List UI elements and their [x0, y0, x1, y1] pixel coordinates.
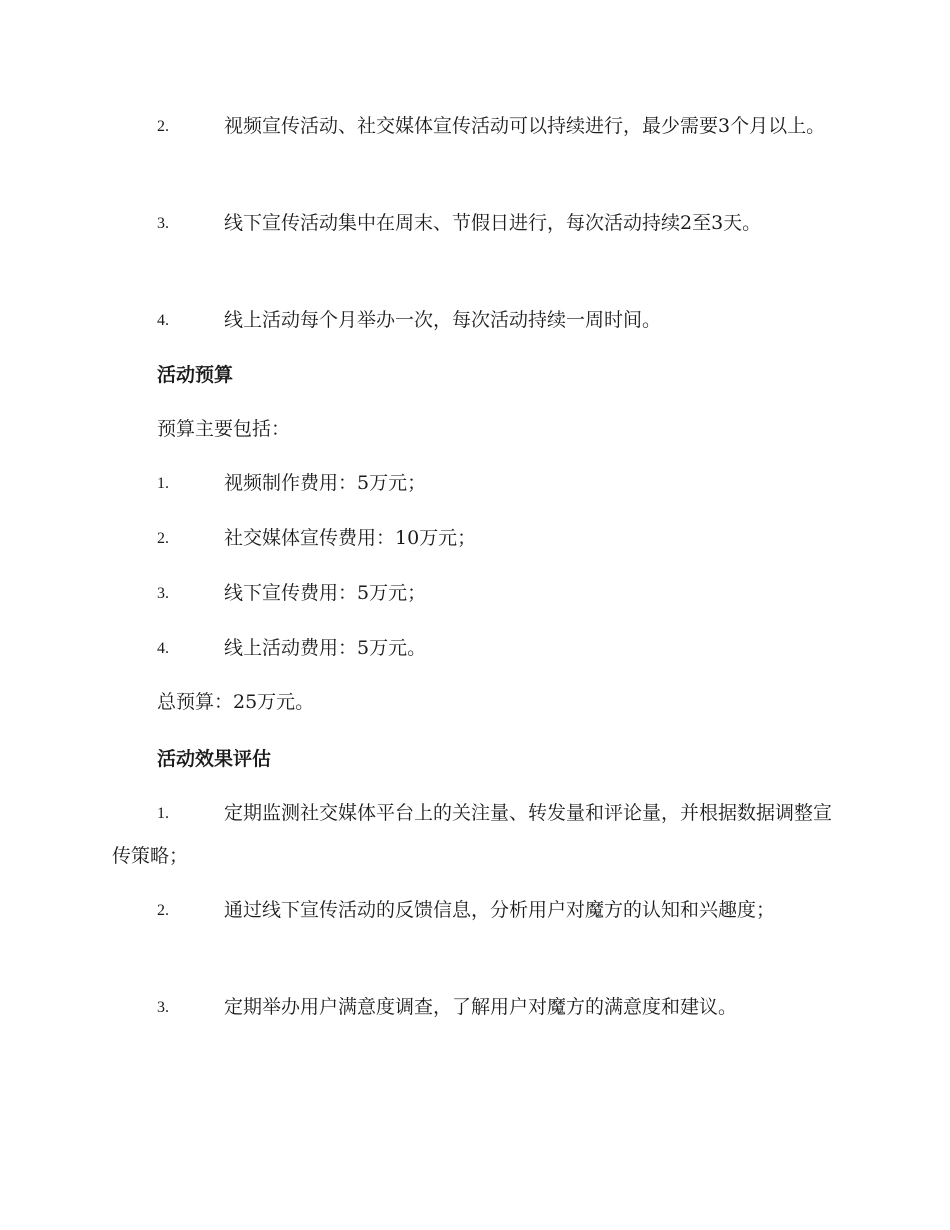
list-number: 4. [157, 312, 169, 329]
list-text: 线上活动费用：5万元。 [224, 637, 427, 659]
evaluation-section [112, 738, 834, 1040]
list-item [112, 517, 834, 572]
budget-heading: 活动预算 [157, 364, 234, 386]
list-number: 3. [157, 585, 169, 602]
budget-section [112, 354, 834, 735]
list-number: 2. [157, 530, 169, 547]
list-item [112, 986, 834, 1040]
list-item [112, 792, 834, 889]
list-text: 社交媒体宣传费用：10万元； [224, 527, 477, 549]
list-item [112, 889, 834, 986]
list-item [112, 105, 834, 202]
list-text: 线下宣传费用：5万元； [224, 582, 427, 604]
list-item [112, 299, 834, 353]
list-text: 线上活动每个月举办一次，每次活动持续一周时间。 [224, 309, 662, 331]
list-number: 1. [157, 805, 169, 822]
list-item [112, 572, 834, 627]
list-item [112, 202, 834, 299]
list-text: 定期举办用户满意度调查，了解用户对魔方的满意度和建议。 [224, 996, 738, 1018]
list-number: 2. [157, 902, 169, 919]
list-number: 3. [157, 999, 169, 1016]
list-text: 线下宣传活动集中在周末、节假日进行，每次活动持续2至3天。 [224, 212, 762, 234]
list-item [112, 627, 834, 681]
budget-total: 总预算：25万元。 [157, 691, 315, 713]
budget-intro: 预算主要包括： [157, 418, 291, 440]
list-item [112, 462, 834, 517]
list-text: 视频宣传活动、社交媒体宣传活动可以持续进行，最少需要3个月以上。 [224, 115, 826, 137]
schedule-list [112, 105, 834, 353]
list-text: 定期监测社交媒体平台上的关注量、转发量和评论量，并根据数据调整宣传策略； [112, 802, 833, 867]
list-number: 3. [157, 215, 169, 232]
list-number: 2. [157, 118, 169, 135]
evaluation-heading: 活动效果评估 [157, 748, 272, 770]
list-text: 视频制作费用：5万元； [224, 472, 427, 494]
list-number: 1. [157, 475, 169, 492]
list-text: 通过线下宣传活动的反馈信息，分析用户对魔方的认知和兴趣度； [224, 899, 776, 921]
list-number: 4. [157, 640, 169, 657]
